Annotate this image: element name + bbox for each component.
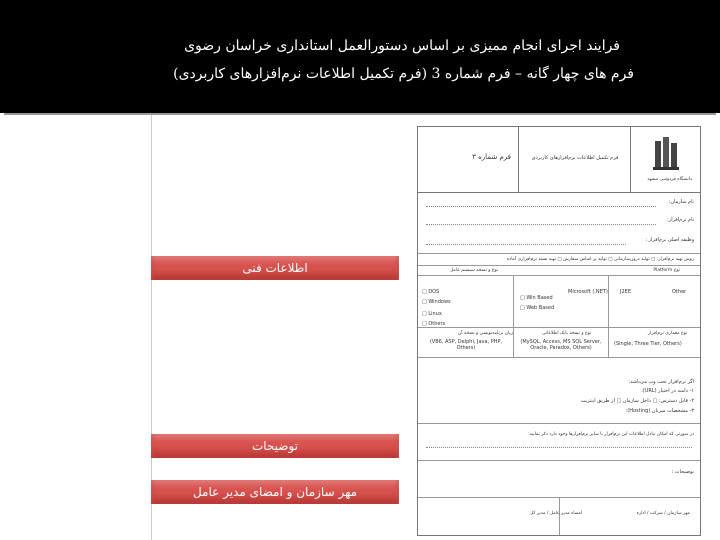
university-logo-icon	[651, 135, 681, 175]
os-option-windows: □ Windows	[422, 299, 451, 305]
os-label: نوع و نسخه سیستم عامل	[450, 268, 499, 273]
form-3-document	[417, 126, 701, 536]
db-label: نوع و نسخه بانک اطلاعاتی	[542, 331, 592, 336]
form-logo-cell	[630, 127, 700, 192]
platform-j2ee: J2EE	[620, 289, 631, 295]
os-option-dos: □ DOS	[422, 289, 440, 295]
arch-label: نوع معماری نرم‌افزار	[648, 331, 688, 336]
web-row-4: ۳- مشخصات میزبان (Hosting):	[625, 408, 694, 414]
logo-text: دانشگاه فردوسی مشهد	[647, 177, 692, 182]
lang-label: زبان برنامه‌نویسی و نسخه آن	[458, 331, 513, 336]
grid-line	[559, 497, 560, 535]
dotted-line	[426, 224, 656, 225]
grid-line	[608, 275, 609, 357]
web-option-win: □ Win Based	[520, 295, 553, 301]
notes-label: توضیحات :	[671, 469, 694, 475]
org-name-field: نام سازمان:	[668, 199, 694, 205]
software-name-field: نام نرم‌افزار:	[667, 217, 694, 223]
dotted-line	[426, 206, 656, 207]
left-guide-line	[151, 115, 152, 540]
web-option-web: □ Web Based	[520, 305, 555, 311]
dotted-line	[426, 244, 626, 245]
form-title: فرم تکمیل اطلاعات نرم‌افزارهای کاربردی	[531, 155, 619, 161]
technical-info-tag: اطلاعات فنی	[151, 256, 399, 280]
sign-left: امضاء مدیر عامل / مدیر کل	[530, 511, 583, 516]
sign-right: مهر سازمان / شرکت / اداره	[636, 511, 690, 516]
platform-label: نوع Platform	[653, 268, 680, 273]
grid-line	[418, 265, 700, 266]
seal-signature-tag: مهر سازمان و امضای مدیر عامل	[151, 480, 399, 504]
platform-other: Other	[672, 289, 687, 295]
grid-line	[418, 357, 700, 358]
grid-line	[418, 253, 700, 254]
form-title-cell	[518, 127, 631, 192]
dev-method-row: روش تهیه نرم‌افزار: □ تولید درون‌سازمانی □ تولید بر اساس سفارش □ تهیه بسته نرم‌افزاری آماده	[506, 257, 694, 262]
slide-title-line2: فرم های چهار گانه – فرم شماره 3 (فرم تکمیل اطلاعات نرم‌افزارهای کاربردی)	[173, 66, 634, 82]
grid-line	[418, 275, 700, 276]
web-row-2: ۱- دامنه در اختیار (URL):	[641, 388, 694, 394]
os-option-linux: □ Linux	[422, 311, 442, 317]
software-duty-field: وظیفه اصلی نرم‌افزار :	[645, 237, 694, 243]
lang-options: (VB6, ASP, Delphi, Java, PHP, Others)	[429, 339, 503, 351]
form-number: فرم شماره ۳	[472, 153, 511, 161]
slide-header	[0, 0, 720, 113]
form-number-cell	[418, 127, 519, 192]
slide-title-line1: فرایند اجرای انجام ممیزی بر اساس دستورالعمل استانداری خراسان رضوی	[184, 38, 620, 54]
grid-line	[418, 460, 700, 461]
exchange-row: در صورتی که امکان تبادل اطلاعات این نرم‌افزار با سایر نرم‌افزارها وجود دارد ذکر نمایید:	[528, 432, 694, 437]
grid-line	[418, 423, 700, 424]
form-header	[418, 127, 700, 193]
descriptions-tag: توضیحات	[151, 434, 399, 458]
web-row-3: ۲- قابل دسترس: □ داخل سازمان □ از طریق اینترنت	[580, 398, 694, 404]
grid-line	[513, 275, 514, 357]
os-option-others: □ Others	[422, 321, 446, 327]
db-options: (MySQL, Access, MS SQL Server, Oracle, Paradox, Others)	[520, 339, 602, 351]
web-row-1: اگر نرم‌افزار تحت وب می‌باشد:	[628, 379, 694, 385]
dotted-line	[426, 447, 692, 448]
grid-line	[418, 327, 700, 328]
header-divider	[4, 113, 716, 115]
arch-options: (Single, Three Tier, Others)	[614, 341, 682, 347]
platform-dotnet: Microsoft (.NET)	[568, 289, 608, 295]
